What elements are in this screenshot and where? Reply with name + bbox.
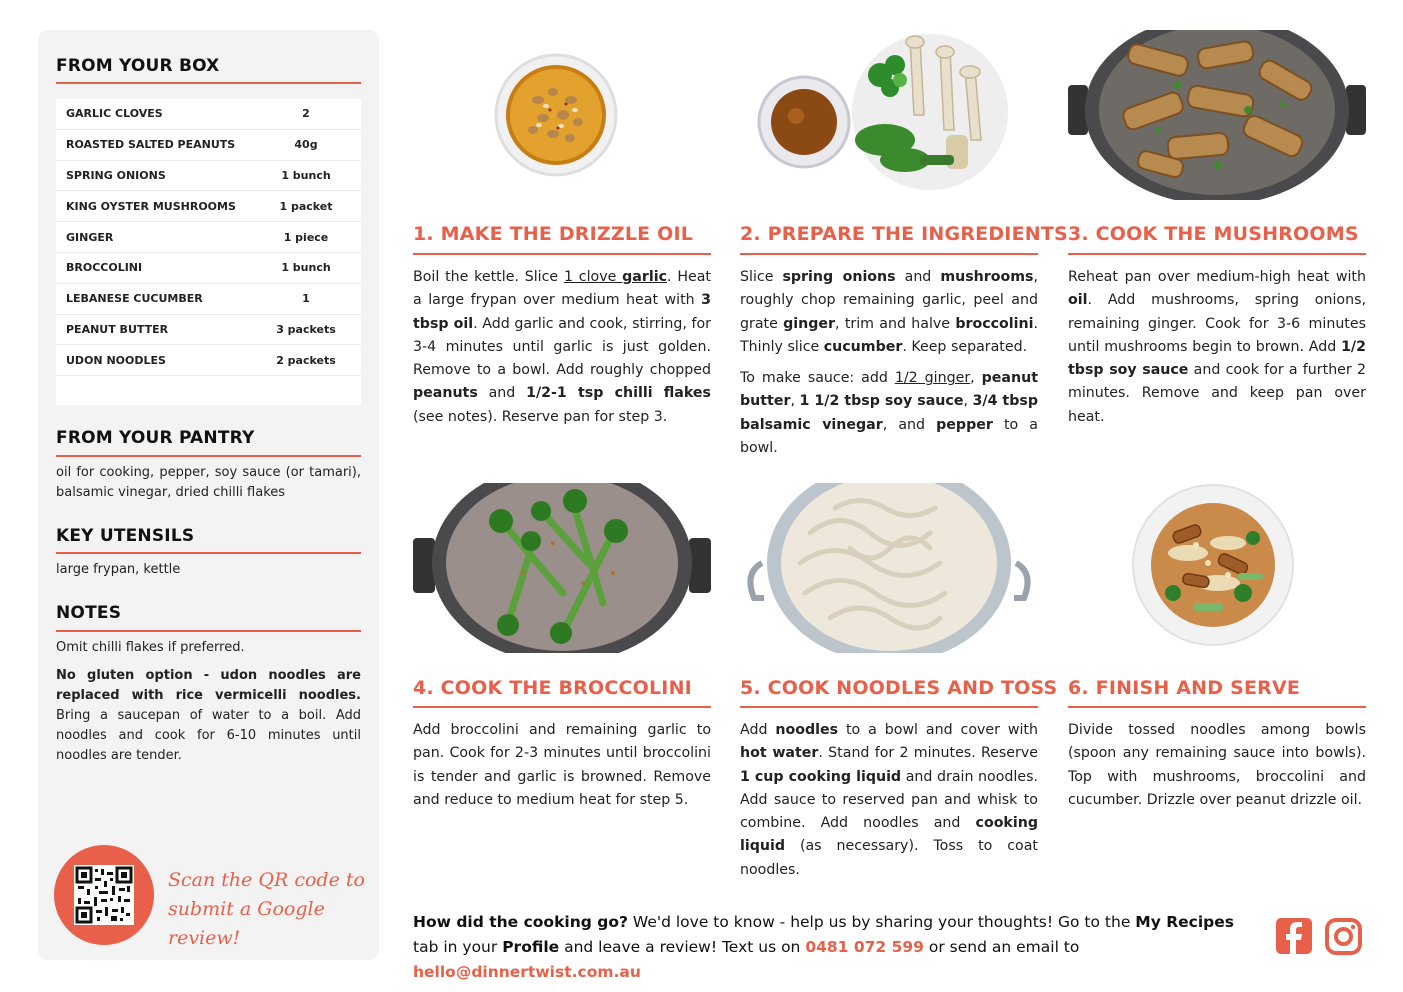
ingredients-table — [56, 99, 361, 405]
instagram-icon[interactable] — [1325, 918, 1363, 956]
broccolini-pan-photo — [413, 483, 711, 653]
box-heading: FROM YOUR BOX — [56, 56, 220, 76]
ingredient-qty: 2 — [302, 107, 310, 121]
step-4-body: Add broccolini and remaining garlic to pan. Cook for 2-3 minutes until broccolini is tender and garlic is browned. Remove and reduce to medium heat for step 5. — [413, 722, 711, 808]
ingredients-sidebar — [38, 30, 379, 960]
ingredient-name: PEANUT BUTTER — [66, 322, 169, 336]
prepare-ingredients-photo — [740, 30, 1038, 200]
step-1-title: 1. MAKE THE DRIZZLE OIL — [413, 223, 694, 245]
heading-rule — [56, 630, 361, 632]
table-row — [56, 222, 361, 253]
drizzle-oil-photo — [413, 30, 711, 200]
qr-caption — [168, 866, 379, 953]
facebook-icon[interactable] — [1276, 918, 1314, 956]
ingredient-qty: 1 — [302, 292, 310, 306]
pantry-heading: FROM YOUR PANTRY — [56, 428, 255, 448]
table-row — [56, 191, 361, 222]
table-row — [56, 345, 361, 376]
notes-rest: Bring a saucepan of water to a boil. Add noodles and cook for 6-10 minutes until noodles are tender. — [56, 708, 361, 763]
ingredient-name: UDON NOODLES — [66, 353, 166, 367]
qr-code-icon — [74, 865, 134, 925]
noodles-pot-photo — [740, 483, 1038, 653]
step-3-title: 3. COOK THE MUSHROOMS — [1068, 223, 1359, 245]
ingredient-qty: 1 bunch — [281, 261, 331, 275]
step-rule — [740, 253, 1038, 255]
heading-rule — [56, 552, 361, 554]
table-row — [56, 253, 361, 284]
notes-text-2 — [56, 666, 361, 766]
ingredient-name: KING OYSTER MUSHROOMS — [66, 199, 236, 213]
ingredient-qty: 3 packets — [276, 322, 336, 336]
mushrooms-pan-photo — [1068, 30, 1366, 200]
utensils-heading: KEY UTENSILS — [56, 526, 195, 546]
table-row — [56, 99, 361, 130]
table-row — [56, 284, 361, 315]
ingredient-name: ROASTED SALTED PEANUTS — [66, 138, 236, 152]
table-row — [56, 130, 361, 161]
qr-caption-line-1: Scan the QR code to — [168, 869, 365, 891]
notes-heading: NOTES — [56, 603, 122, 623]
step-5-title: 5. COOK NOODLES AND TOSS — [740, 677, 1058, 699]
ingredient-qty: 1 packet — [279, 199, 333, 213]
ingredient-qty: 1 bunch — [281, 168, 331, 182]
ingredient-name: LEBANESE CUCUMBER — [66, 292, 203, 306]
pantry-text: oil for cooking, pepper, soy sauce (or tamari), balsamic vinegar, dried chilli flakes — [56, 465, 361, 500]
step-rule — [1068, 706, 1366, 708]
ingredient-qty: 40g — [294, 138, 318, 152]
step-6-body: Divide tossed noodles among bowls (spoon any remaining sauce into bowls). Top with mushrooms, broccolini and cucumber. Drizzle over peanut drizzle oil. — [1068, 722, 1366, 808]
qr-code[interactable] — [54, 845, 154, 945]
utensils-text: large frypan, kettle — [56, 562, 181, 577]
qr-caption-line-2: submit a Google review! — [168, 898, 325, 949]
ingredient-name: SPRING ONIONS — [66, 168, 166, 182]
step-rule — [740, 706, 1038, 708]
step-rule — [1068, 253, 1366, 255]
review-footer: How did the cooking go? We'd love to know - help us by sharing your thoughts! Go to the My Recipes tab in your Profile and leave a review! Text us on 0481 072 599 or send an email to hello@dinnertwist.com.au — [413, 913, 1234, 981]
notes-text-1: Omit chilli flakes if preferred. — [56, 640, 245, 655]
step-rule — [413, 706, 711, 708]
notes-bold: No gluten option - udon noodles are replaced with rice vermicelli noodles. — [56, 668, 361, 703]
ingredient-qty: 2 packets — [276, 353, 336, 367]
table-row — [56, 315, 361, 346]
step-rule — [413, 253, 711, 255]
email-link[interactable]: hello@dinnertwist.com.au — [413, 963, 641, 981]
table-row — [56, 161, 361, 192]
step-2-title: 2. PREPARE THE INGREDIENTS — [740, 223, 1068, 245]
step-6-title: 6. FINISH AND SERVE — [1068, 677, 1301, 699]
ingredient-qty: 1 piece — [283, 230, 329, 244]
heading-rule — [56, 82, 361, 84]
step-4-title: 4. COOK THE BROCCOLINI — [413, 677, 692, 699]
ingredient-name: BROCCOLINI — [66, 261, 143, 275]
ingredient-name: GINGER — [66, 230, 114, 244]
step-5-body: Add noodles to a bowl and cover with hot water. Stand for 2 minutes. Reserve 1 cup cooking liquid and drain noodles. Add sauce to reserved pan and whisk to combine. Add noodles and cooking liquid (as necessary). Toss to coat noodles. — [740, 722, 1038, 878]
phone-link[interactable]: 0481 072 599 — [805, 938, 924, 956]
finished-dish-photo — [1068, 483, 1366, 653]
heading-rule — [56, 455, 361, 457]
step-2-body: Slice spring onions and mushrooms, roughly chop remaining garlic, peel and grate ginger, trim and halve broccolini. Thinly slice cucumber. Keep separated. To make sauce: add 1/2 ginger, peanut butter, 1 1/2 tbsp soy sauce, 3/4 tbsp balsamic vinegar, and pepper to a bowl. — [740, 269, 1038, 457]
ingredient-name: GARLIC CLOVES — [66, 107, 163, 121]
step-3-body: Reheat pan over medium-high heat with oil. Add mushrooms, spring onions, remaining ginger. Cook for 3-6 minutes until mushrooms begin to brown. Add 1/2 tbsp soy sauce and cook for a further 2 minutes. Remove and keep pan over heat. — [1068, 269, 1366, 425]
step-1-body: Boil the kettle. Slice 1 clove garlic. Heat a large frypan over medium heat with 3 tbsp oil. Add garlic and cook, stirring, for 3-4 minutes until garlic is just golden. Remove to a bowl. Add roughly chopped peanuts and 1/2-1 tsp chilli flakes (see notes). Reserve pan for step 3. — [413, 269, 711, 425]
